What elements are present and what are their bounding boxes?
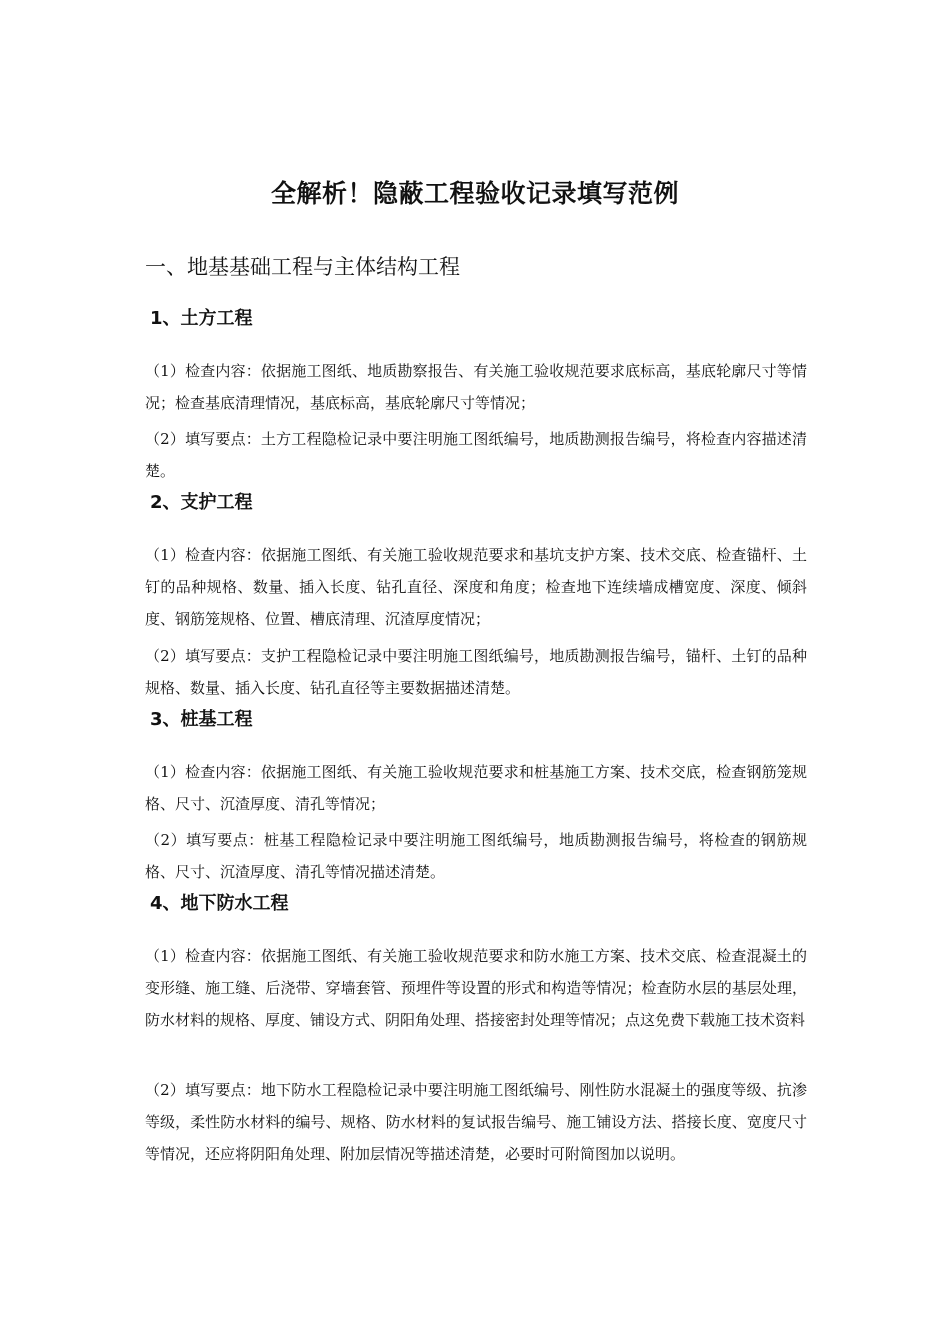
- section-heading-pile: 3、桩基工程: [150, 709, 253, 730]
- section-check-content: （1）检查内容：依据施工图纸、地质勘察报告、有关施工验收规范要求底标高，基底轮廓尺寸等情况；检查基底清理情况，基底标高，基底轮廓尺寸等情况；: [145, 362, 807, 412]
- section-fill-points: （2）填写要点：土方工程隐检记录中要注明施工图纸编号，地质勘测报告编号，将检查内容描述清楚。: [145, 430, 807, 480]
- section-check-content: （1）检查内容：依据施工图纸、有关施工验收规范要求和桩基施工方案、技术交底，检查钢筋笼规格、尺寸、沉渣厚度、清孔等情况；: [145, 763, 807, 813]
- document-title: 全解析！隐蔽工程验收记录填写范例: [270, 179, 679, 208]
- section-heading-support: 2、支护工程: [150, 492, 253, 513]
- section-fill-points: （2）填写要点：地下防水工程隐检记录中要注明施工图纸编号、刚性防水混凝土的强度等级、抗渗等级，柔性防水材料的编号、规格、防水材料的复试报告编号、施工铺设方法、搭接长度、宽度尺寸等情况，还应将阴阳角处理、附加层情况等描述清楚，必要时可附简图加以说明。: [145, 1081, 807, 1163]
- section-fill-points: （2）填写要点：支护工程隐检记录中要注明施工图纸编号，地质勘测报告编号，锚杆、土钉的品种规格、数量、插入长度、钻孔直径等主要数据描述清楚。: [145, 647, 807, 697]
- section-heading-earthwork: 1、土方工程: [150, 308, 253, 329]
- section-heading-waterproof: 4、地下防水工程: [150, 893, 289, 914]
- section-fill-points: （2）填写要点：桩基工程隐检记录中要注明施工图纸编号，地质勘测报告编号，将检查的钢筋规格、尺寸、沉渣厚度、清孔等情况描述清楚。: [145, 831, 807, 881]
- section-check-content: （1）检查内容：依据施工图纸、有关施工验收规范要求和基坑支护方案、技术交底、检查锚杆、土钉的品种规格、数量、插入长度、钻孔直径、深度和角度；检查地下连续墙成槽宽度、深度、倾斜度、钢筋笼规格、位置、槽底清理、沉渣厚度情况；: [145, 546, 807, 628]
- part-heading: 一、地基基础工程与主体结构工程: [145, 255, 460, 279]
- section-check-content: （1）检查内容：依据施工图纸、有关施工验收规范要求和防水施工方案、技术交底、检查混凝土的变形缝、施工缝、后浇带、穿墙套管、预埋件等设置的形式和构造等情况；检查防水层的基层处理，防水材料的规格、厚度、铺设方式、阴阳角处理、搭接密封处理等情况；点这免费下载施工技术资料: [145, 947, 807, 1029]
